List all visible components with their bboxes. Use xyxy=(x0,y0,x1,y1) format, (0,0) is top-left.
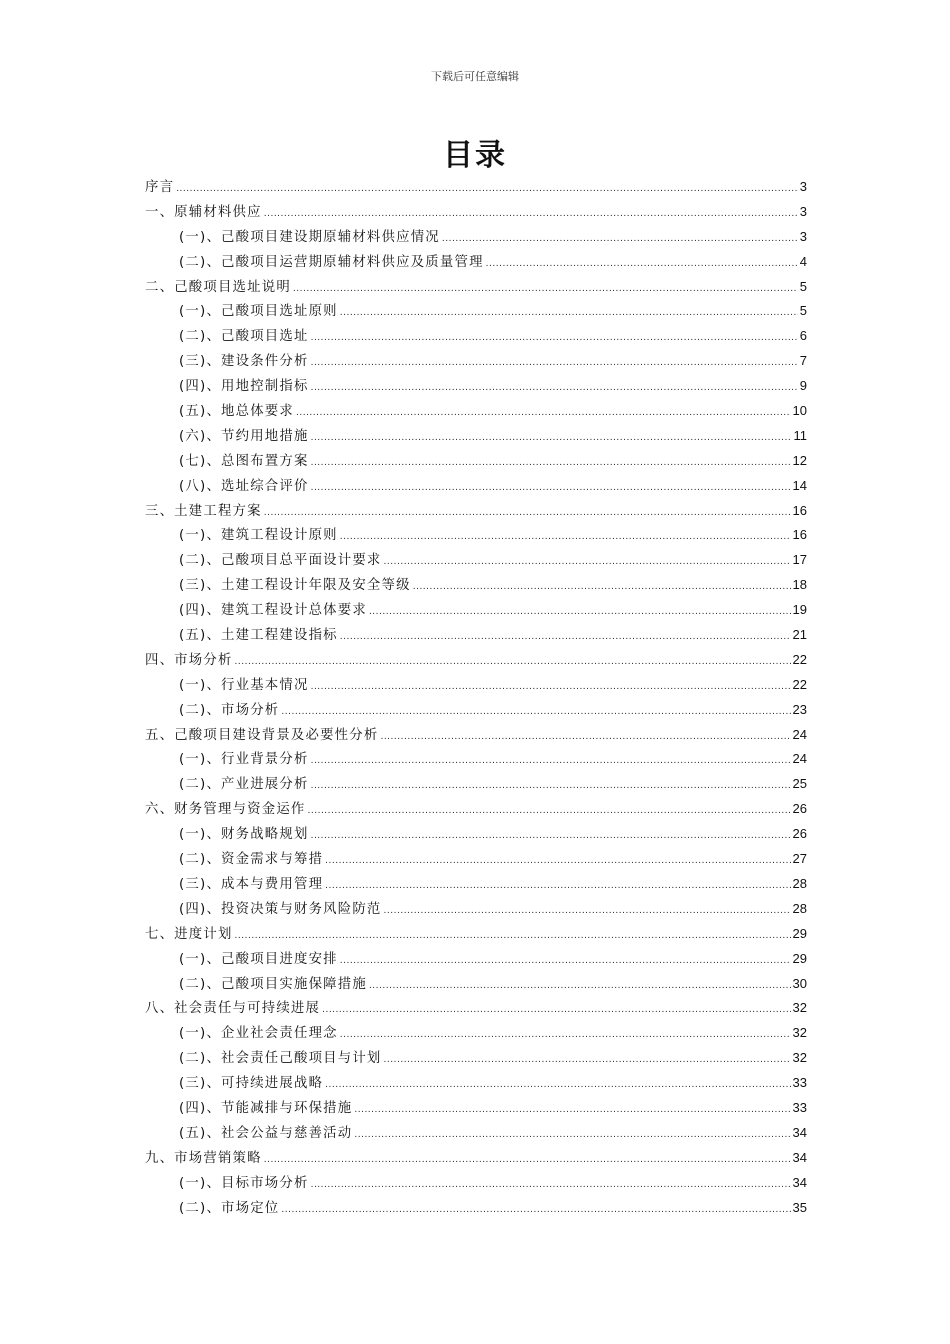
toc-entry-page: 34 xyxy=(792,1124,807,1140)
toc-leader-dots xyxy=(311,351,798,376)
toc-entry-label: (二)、己酸项目总平面设计要求 xyxy=(179,553,382,569)
toc-entry-page: 25 xyxy=(792,776,807,792)
toc-entry-label: (三)、成本与费用管理 xyxy=(179,876,324,892)
toc-entry-label: (二)、市场分析 xyxy=(179,702,280,718)
toc-entry[interactable] xyxy=(145,275,807,300)
toc-entry-page: 29 xyxy=(792,950,807,966)
toc-entry-label: (二)、社会责任己酸项目与计划 xyxy=(179,1051,382,1067)
toc-entry-label: (五)、土建工程建设指标 xyxy=(179,628,338,644)
toc-entry-label: (四)、建筑工程设计总体要求 xyxy=(179,603,367,619)
toc-leader-dots xyxy=(380,725,790,750)
toc-leader-dots xyxy=(340,301,798,326)
toc-entry[interactable] xyxy=(145,573,807,598)
toc-leader-dots xyxy=(340,949,791,974)
toc-entry-label: (五)、地总体要求 xyxy=(179,404,294,420)
toc-entry[interactable] xyxy=(145,175,807,200)
toc-entry-page: 11 xyxy=(793,427,807,443)
toc-entry[interactable] xyxy=(145,772,807,797)
toc-entry[interactable] xyxy=(145,698,807,723)
toc-entry-label: (五)、社会公益与慈善活动 xyxy=(179,1125,353,1141)
toc-entry-label: 八、社会责任与可持续进展 xyxy=(145,1001,321,1017)
toc-entry-page: 3 xyxy=(799,179,807,194)
toc-entry-label: 六、财务管理与资金运作 xyxy=(145,802,306,818)
toc-entry[interactable] xyxy=(145,598,807,623)
toc-entry[interactable] xyxy=(145,250,807,275)
toc-entry-label: (四)、投资决策与财务风险防范 xyxy=(179,901,382,917)
toc-entry-label: (八)、选址综合评价 xyxy=(179,478,309,494)
toc-entry[interactable] xyxy=(145,648,807,673)
page-header: 下载后可任意编辑 xyxy=(431,70,519,83)
toc-entry[interactable] xyxy=(145,673,807,698)
toc-entry-page: 3 xyxy=(799,228,807,244)
toc-entry[interactable] xyxy=(145,424,807,449)
toc-leader-dots xyxy=(311,476,791,501)
toc-entry-label: (一)、行业基本情况 xyxy=(179,677,309,693)
toc-entry-page: 6 xyxy=(799,328,807,344)
toc-entry-label: (一)、企业社会责任理念 xyxy=(179,1026,338,1042)
toc-entry-label: (二)、己酸项目选址 xyxy=(179,329,309,345)
toc-leader-dots xyxy=(311,824,791,849)
toc-leader-dots xyxy=(264,1148,791,1173)
page-title: 目录 xyxy=(443,138,507,173)
toc-leader-dots xyxy=(176,177,798,202)
toc-leader-dots xyxy=(311,451,791,476)
toc-entry-label: (七)、总图布置方案 xyxy=(179,453,309,469)
toc-leader-dots xyxy=(281,700,790,725)
toc-entry-label: (三)、可持续进展战略 xyxy=(179,1076,324,1092)
toc-entry-label: (三)、土建工程设计年限及安全等级 xyxy=(179,578,411,594)
toc-leader-dots xyxy=(369,600,791,625)
toc-entry[interactable] xyxy=(145,523,807,548)
toc-entry-page: 4 xyxy=(799,253,807,269)
toc-entry-page: 14 xyxy=(792,477,807,493)
toc-leader-dots xyxy=(384,1048,791,1073)
toc-entry-label: (一)、行业背景分析 xyxy=(179,752,309,768)
toc-entry[interactable] xyxy=(145,723,807,748)
toc-entry-label: 九、市场营销策略 xyxy=(145,1150,262,1166)
toc-entry[interactable] xyxy=(145,822,807,847)
toc-entry-label: (二)、市场定位 xyxy=(179,1200,280,1216)
toc-entry-page: 5 xyxy=(799,278,807,294)
toc-entry[interactable] xyxy=(145,299,807,324)
toc-entry[interactable] xyxy=(145,1196,807,1221)
toc-entry-page: 19 xyxy=(792,602,807,618)
toc-entry-page: 27 xyxy=(792,851,807,867)
table-of-contents xyxy=(145,175,807,1220)
toc-entry-page: 24 xyxy=(792,751,807,767)
toc-entry-label: (一)、己酸项目选址原则 xyxy=(179,304,338,320)
toc-entry-page: 22 xyxy=(792,676,807,692)
toc-entry-label: (四)、节能减排与环保措施 xyxy=(179,1100,353,1116)
toc-entry-page: 17 xyxy=(792,552,807,568)
toc-leader-dots xyxy=(311,749,791,774)
toc-entry-page: 26 xyxy=(792,826,807,842)
toc-leader-dots xyxy=(311,774,791,799)
toc-entry-label: 二、己酸项目选址说明 xyxy=(145,279,291,295)
toc-entry[interactable] xyxy=(145,1121,807,1146)
toc-entry-label: 序言 xyxy=(145,180,175,195)
toc-entry-page: 16 xyxy=(792,502,807,518)
toc-entry-page: 26 xyxy=(792,801,807,817)
toc-entry-page: 29 xyxy=(792,925,807,941)
toc-entry[interactable] xyxy=(145,623,807,648)
toc-leader-dots xyxy=(413,575,791,600)
toc-entry[interactable] xyxy=(145,1046,807,1071)
toc-entry-label: 七、进度计划 xyxy=(145,926,233,942)
toc-leader-dots xyxy=(311,326,798,351)
toc-entry-page: 24 xyxy=(792,726,807,742)
toc-entry-page: 30 xyxy=(792,975,807,991)
toc-leader-dots xyxy=(354,1123,790,1148)
toc-leader-dots xyxy=(340,1023,791,1048)
toc-entry-label: (一)、己酸项目进度安排 xyxy=(179,951,338,967)
toc-leader-dots xyxy=(281,1198,790,1223)
toc-entry[interactable] xyxy=(145,922,807,947)
toc-leader-dots xyxy=(308,799,791,824)
toc-entry[interactable] xyxy=(145,225,807,250)
toc-entry-page: 34 xyxy=(792,1174,807,1190)
toc-entry-label: (一)、建筑工程设计原则 xyxy=(179,528,338,544)
toc-entry-page: 33 xyxy=(792,1075,807,1091)
toc-leader-dots xyxy=(322,998,790,1023)
toc-entry-page: 28 xyxy=(792,875,807,891)
toc-leader-dots xyxy=(340,525,791,550)
toc-entry-label: (二)、产业进展分析 xyxy=(179,777,309,793)
toc-entry[interactable] xyxy=(145,349,807,374)
toc-entry[interactable] xyxy=(145,897,807,922)
toc-entry[interactable] xyxy=(145,972,807,997)
toc-entry-page: 32 xyxy=(792,1050,807,1066)
toc-entry[interactable] xyxy=(145,797,807,822)
toc-entry[interactable] xyxy=(145,399,807,424)
toc-entry-label: 五、己酸项目建设背景及必要性分析 xyxy=(145,727,379,743)
toc-leader-dots xyxy=(311,675,791,700)
toc-entry-page: 18 xyxy=(792,577,807,593)
toc-leader-dots xyxy=(235,650,791,675)
toc-leader-dots xyxy=(235,924,791,949)
toc-leader-dots xyxy=(384,550,791,575)
toc-leader-dots xyxy=(384,899,791,924)
toc-entry-label: (六)、节约用地措施 xyxy=(179,428,309,444)
toc-leader-dots xyxy=(311,426,792,451)
toc-leader-dots xyxy=(311,376,798,401)
toc-entry-label: 三、土建工程方案 xyxy=(145,503,262,519)
toc-entry-page: 32 xyxy=(792,1000,807,1016)
toc-entry[interactable] xyxy=(145,200,807,225)
toc-leader-dots xyxy=(296,401,791,426)
toc-entry-page: 34 xyxy=(792,1149,807,1165)
toc-entry-label: (三)、建设条件分析 xyxy=(179,354,309,370)
toc-entry-page: 16 xyxy=(792,527,807,543)
toc-leader-dots xyxy=(486,252,798,277)
toc-leader-dots xyxy=(325,849,790,874)
toc-entry[interactable] xyxy=(145,1071,807,1096)
toc-entry-page: 23 xyxy=(792,701,807,717)
toc-entry[interactable] xyxy=(145,1171,807,1196)
toc-entry[interactable] xyxy=(145,499,807,524)
toc-leader-dots xyxy=(264,501,791,526)
toc-entry[interactable] xyxy=(145,474,807,499)
toc-leader-dots xyxy=(325,1073,790,1098)
toc-leader-dots xyxy=(354,1098,790,1123)
toc-leader-dots xyxy=(442,227,798,252)
toc-leader-dots xyxy=(369,974,791,999)
toc-entry-page: 12 xyxy=(792,452,807,468)
toc-entry[interactable] xyxy=(145,947,807,972)
toc-entry[interactable] xyxy=(145,548,807,573)
toc-entry-label: (二)、己酸项目运营期原辅材料供应及质量管理 xyxy=(179,254,484,270)
toc-entry-label: (二)、己酸项目实施保障措施 xyxy=(179,976,367,992)
toc-entry-page: 22 xyxy=(792,651,807,667)
toc-entry-page: 33 xyxy=(792,1099,807,1115)
toc-entry-page: 7 xyxy=(799,353,807,369)
toc-leader-dots xyxy=(311,1173,791,1198)
toc-entry[interactable] xyxy=(145,324,807,349)
toc-leader-dots xyxy=(293,277,798,302)
toc-entry-label: (一)、目标市场分析 xyxy=(179,1175,309,1191)
toc-entry[interactable] xyxy=(145,847,807,872)
toc-leader-dots xyxy=(340,625,791,650)
toc-entry-page: 9 xyxy=(799,378,807,394)
toc-entry-page: 5 xyxy=(799,303,807,319)
toc-entry-label: (一)、己酸项目建设期原辅材料供应情况 xyxy=(179,229,440,245)
toc-entry-label: (一)、财务战略规划 xyxy=(179,827,309,843)
toc-entry[interactable] xyxy=(145,996,807,1021)
toc-entry-page: 3 xyxy=(799,203,807,219)
toc-entry[interactable] xyxy=(145,872,807,897)
toc-entry-page: 35 xyxy=(792,1199,807,1215)
toc-entry-label: (二)、资金需求与筹措 xyxy=(179,852,324,868)
toc-entry-page: 28 xyxy=(792,900,807,916)
toc-entry[interactable] xyxy=(145,1096,807,1121)
toc-entry[interactable] xyxy=(145,747,807,772)
toc-entry-label: 四、市场分析 xyxy=(145,652,233,668)
toc-entry-label: 一、原辅材料供应 xyxy=(145,204,262,220)
toc-entry[interactable] xyxy=(145,449,807,474)
toc-leader-dots xyxy=(264,202,798,227)
toc-entry-page: 10 xyxy=(792,403,807,419)
toc-entry-page: 32 xyxy=(792,1025,807,1041)
toc-entry[interactable] xyxy=(145,1021,807,1046)
toc-entry[interactable] xyxy=(145,374,807,399)
toc-leader-dots xyxy=(325,874,790,899)
toc-entry[interactable] xyxy=(145,1146,807,1171)
toc-entry-label: (四)、用地控制指标 xyxy=(179,379,309,395)
toc-entry-page: 21 xyxy=(792,627,807,643)
